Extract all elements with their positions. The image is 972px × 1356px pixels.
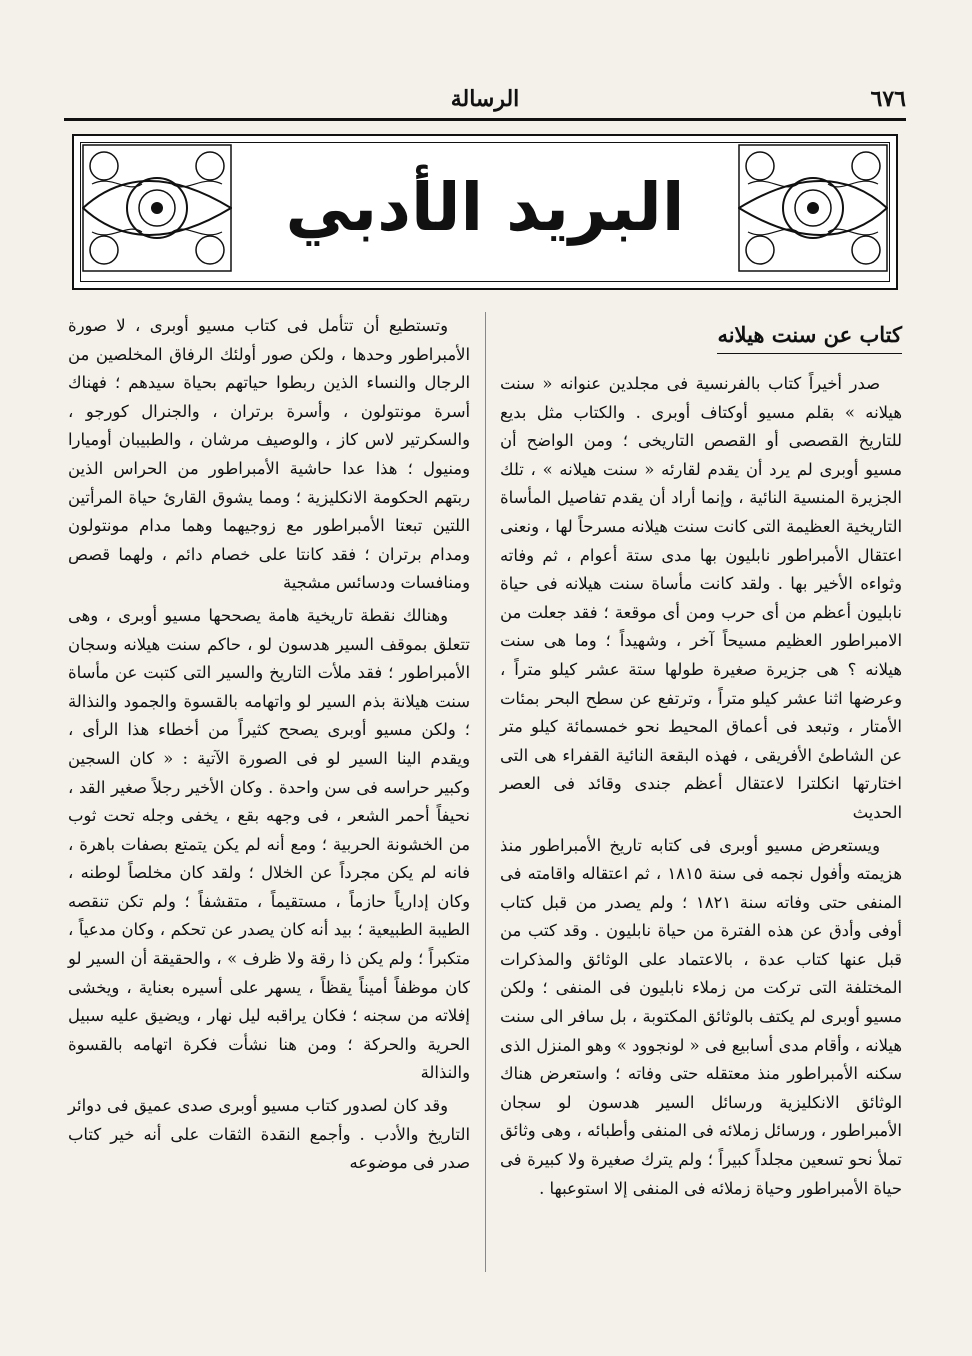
- magazine-name: الرسالة: [450, 86, 520, 112]
- page-number: ٦٧٦: [870, 86, 906, 112]
- article-paragraph: صدر أخيراً كتاب بالفرنسية فى مجلدين عنوانه « سنت هيلانه » بقلم مسيو أوكتاف أوبرى . والكتاب مثل بديع للتاريخ القصصى أو القصص التاريخى ؛ ومن الواضح أن مسيو أوبرى لم يرد أن يقدم لقارئه « سنت هيلانه » ، تلك الجزيرة المنسية النائية ، وإنما أراد أن يقدم تفاصيل المأساة التاريخية العظيمة التى كانت سنت هيلانه مسرحاً لها ، ونعنى اعتقال الأمبراطور نابليون بها مدى ستة أعوام ، ثم وفاته وثواءه الأخير بها . ولقد كانت مأساة سنت هيلانه فى حياة نابليون أعظم من أى حرب ومن أى موقعة ؛ فقد جعلت من الامبراطور العظيم مسيحاً آخر ، وشهيداً ؛ وما هى سنت هيلانه ؟ هى جزيرة صغيرة طولها ستة عشر كيلو متراً ، وعرضها اثنا عشر كيلو متراً ، وترتفع عن سطح البحر بمئات الأمتار ، وتبعد فى أعماق المحيط نحو خمسمائة كيلو متر عن الشاطئ الأفريقى ، فهذه البقعة النائية القفراء هى التى اختارتها انكلترا لاعتقال أعظم جندى وقائد فى العصر الحديث: [500, 374, 902, 822]
- page-header: [64, 86, 906, 110]
- arabesque-ornament-left-icon: [82, 144, 232, 272]
- right-column: [500, 312, 902, 1272]
- section-banner: [72, 134, 898, 290]
- column-divider: [485, 312, 486, 1272]
- left-column: [68, 312, 470, 1272]
- header-rule: [64, 118, 906, 121]
- article-paragraph: ويستعرض مسيو أوبرى فى كتابه تاريخ الأمبراطور منذ هزيمته وأفول نجمه فى سنة ١٨١٥ ، ثم اعتقاله واقامته فى المنفى حتى وفاته سنة ١٨٢١ ؛ ولم يصدر من قبل كتاب أوفى وأدق عن هذه الفترة من حياة نابليون . وقد كتب من قبل عنها كتاب عدة ، بالاعتماد على الوثائق والمذكرات المختلفة التى تركت من زملاء نابليون فى المنفى ؛ ولكن مسيو أوبرى لم يكتف بالوثائق المكتوبة ، بل سافر الى سنت هيلانه ، وأقام مدى أسابيع فى « لونجوود » وهو المنزل الذى سكنه الأمبراطور منذ معتقله حتى وفاته ؛ واستعرض هناك الوثائق الانكليزية ورسائل السير هدسون لو سجان الأمبراطور ، ورسائل زملائه فى المنفى وأطبائه ، وهى وثائق تملأ نحو تسعين مجلداً كبيراً ؛ ولم يترك صغيرة ولا كبيرة فى حياة الأمبراطور وحياة زملائه فى المنفى إلا استوعبها .: [500, 835, 902, 1198]
- article-title: كتاب عن سنت هيلانه: [717, 320, 902, 354]
- banner-title: البريد الأدبي: [285, 169, 685, 246]
- article-paragraph: وتستطيع أن تتأمل فى كتاب مسيو أوبرى ، لا صورة الأمبراطور وحدها ، ولكن صور أولئك الرفاق المخلصين من الرجال والنساء الذين ربطوا حياتهم بحياة سيدهم ؛ فهناك أسرة مونتولون ، وأسرة برتران ، والجنرال كورجو ، والسكرتير لاس كاز ، والوصيف مرشان ، والطبيبان أوميارا ومنيول ؛ هذا عدا حاشية الأمبراطور من الحراس الذين ربتهم الحكومة الانكليزية ؛ ومما يشوق القارئ حياة المرأتين اللتين تبعتا الأمبراطور مع زوجيهما وهما مدام مونتولون ومدام برتران ؛ فقد كانتا على خصام دائم ، ولهما قصص ومنافسات ودسائس مشجية: [68, 316, 470, 593]
- article-paragraph: وقد كان لصدور كتاب مسيو أوبرى صدى عميق فى دوائر التاريخ والأدب . وأجمع النقدة الثقات على أنه خير كتاب صدر فى موضوعه: [68, 1096, 470, 1173]
- article-paragraph: وهنالك نقطة تاريخية هامة يصححها مسيو أوبرى ، وهى تتعلق بموقف السير هدسون لو ، حاكم سنت هيلانه وسجان الأمبراطور ؛ فقد ملأت التاريخ والسير التى كتبت عن مأساة سنت هيلانة بذم السير لو واتهامه بالقسوة والجمود والنذالة ؛ ولكن مسيو أوبرى يصحح كثيراً من أخطاء هذا الرأى ، ويقدم الينا السير لو فى الصورة الآتية : « كان السجين وكبير حراسه فى سن واحدة . وكان الأخير رجلاً صغير القد ، نحيفاً أحمر الشعر ، فى وجهه بقع ، يخفى وجله تحت ثوب من الخشونة الحربية ؛ ومع أنه لم يكن يتمتع بصفات باهرة ، فانه لم يكن مجرداً عن الخلال ؛ ولقد كان مخلصاً لوطنه ، وكان إدارياً حازماً ، مستقيماً ، متقشفاً ؛ ولم تكن تنقصه الطيبة الطبيعية ؛ بيد أنه كان يصدر عن تحكم ، وكان مدعياً ، متكبراً ؛ ولم يكن ذا رقة ولا ظرف » ، والحقيقة أن السير لو كان موظفاً أميناً يقظاً ، يسهر على أسيره بعناية ، ويخشى إفلاته من سجنه ؛ فكان يراقبه ليل نهار ، ويضيق عليه سبيل الحرية والحركة ؛ ومن هنا نشأت فكرة اتهامه بالقسوة والنذالة: [68, 605, 470, 1083]
- arabesque-ornament-right-icon: [738, 144, 888, 272]
